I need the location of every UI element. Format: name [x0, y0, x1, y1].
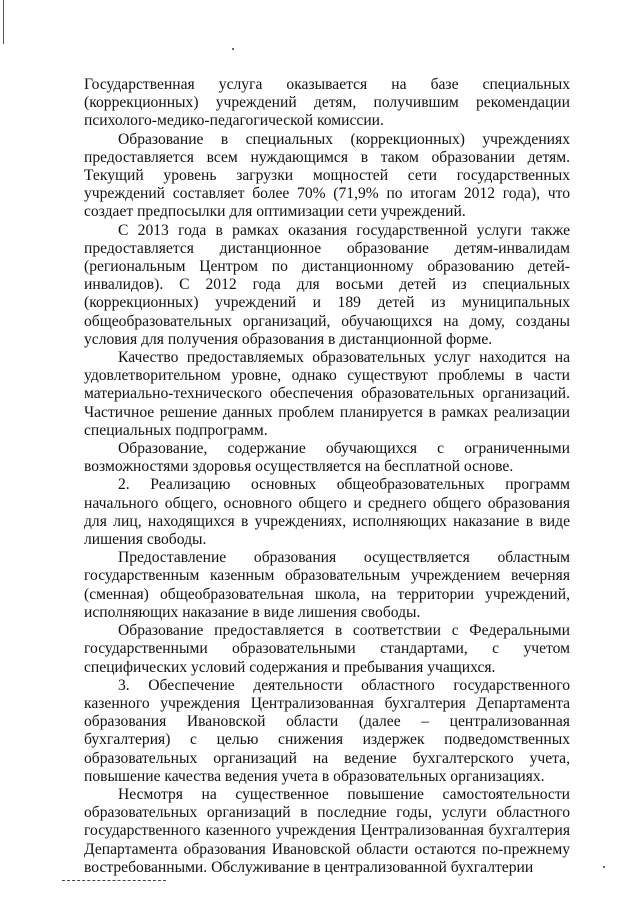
scan-speck [603, 866, 605, 868]
paragraph-item-3: 3. Обеспечение деятельности областного государственного казенного учреждения Централизованная бухгалтерия Департамента образования Ивановской области (далее – централизованная бухгалтерия) с целью снижения издержек подведомственных образовательных организаций на ведение бухгалтерского учета, повышение качества ведения учета в образовательных организациях. [84, 676, 570, 785]
paragraph-free-education: Образование, содержание обучающихся с ограниченными возможностями здоровья осуществляется на бесплатной основе. [84, 440, 570, 476]
paragraph-accounting-demand: Несмотря на существенное повышение самостоятельности образовательных организаций в последние годы, услуги областного государственного казенного учреждения Централизованная бухгалтерия Департамента образования Ивановской области остаются по-прежнему востребованными. Обслуживание в централизованной бухгалтерии [84, 785, 570, 876]
paragraph-quality: Качество предоставляемых образовательных услуг находится на удовлетворительном уровне, однако существуют проблемы в части материально-технического обеспечения образовательных организаций. Частичное решение данных проблем планируется в рамках реализации специальных подпрограмм. [84, 349, 570, 439]
paragraph-item-2: 2. Реализацию основных общеобразовательных программ начального общего, основного общего и среднего общего образования для лиц, находящихся в учреждениях, исполняющих наказание в виде лишения свободы. [84, 476, 570, 549]
footer-rule [62, 880, 166, 881]
paragraph-service-basis: Государственная услуга оказывается на базе специальных (коррекционных) учреждений детям, получившим рекомендации психолого-медико-педагогической комиссии. [84, 76, 570, 130]
paragraph-special-education: Образование в специальных (коррекционных) учреждениях предоставляется всем нуждающимся в таком образовании детям. Текущий уровень загрузки мощностей сети государственных учреждений составляет более 70% (71,9% по итогам 2012 года), что создает предпосылки для оптимизации сети учреждений. [84, 130, 570, 221]
paragraph-distance-learning: С 2013 года в рамках оказания государственной услуги также предоставляется дистанционное образование детям-инвалидам (региональным Центром по дистанционному образованию детей-инвалидов). С 2012 года для восьми детей из специальных (коррекционных) учреждений и 189 детей из муниципальных общеобразовательных организаций, обучающихся на дому, созданы условия для получения образования в дистанционной форме. [84, 221, 570, 348]
scan-edge-mark [3, 0, 4, 44]
document-body [84, 76, 570, 877]
paragraph-standards: Образование предоставляется в соответствии с Федеральными государственными образовательными стандартами, с учетом специфических условий содержания и пребывания учащихся. [84, 622, 570, 676]
paragraph-evening-school: Предоставление образования осуществляется областным государственным казенным образовательным учреждением вечерняя (сменная) общеобразовательная школа, на территории учреждений, исполняющих наказание в виде лишения свободы. [84, 549, 570, 621]
scan-speck [232, 48, 234, 50]
